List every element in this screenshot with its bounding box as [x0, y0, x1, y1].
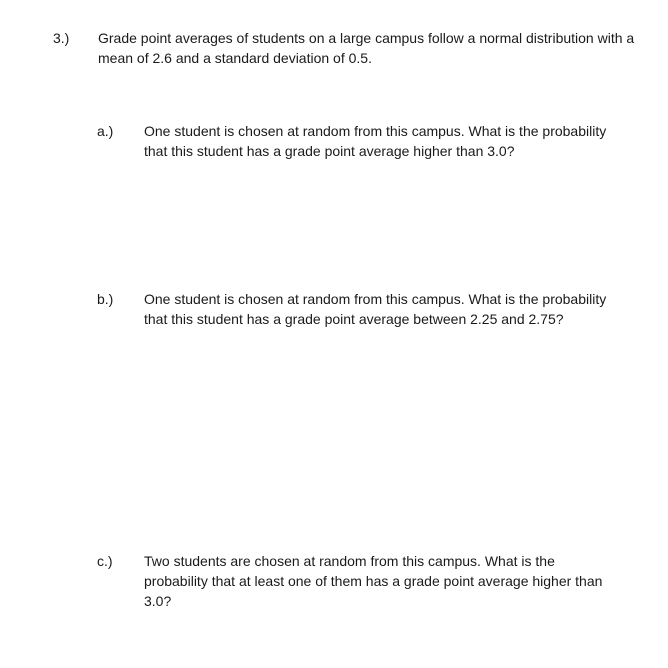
- part-b-label: b.): [97, 291, 114, 307]
- part-a-label: a.): [97, 123, 114, 139]
- part-c-text: Two students are chosen at random from this campus. What is the probability that at least one of them has a grade point average higher than 3.0?: [144, 553, 603, 609]
- part-b-text: One student is chosen at random from this campus. What is the probability that this student has a grade point average between 2.25 and 2.75?: [144, 291, 607, 327]
- question-prompt: Grade point averages of students on a large campus follow a normal distribution with a mean of 2.6 and a standard deviation of 0.5.: [98, 30, 635, 66]
- question-number: 3.): [53, 30, 70, 46]
- part-c-label: c.): [97, 553, 113, 569]
- part-a-text: One student is chosen at random from this campus. What is the probability that this student has a grade point average higher than 3.0?: [144, 123, 607, 159]
